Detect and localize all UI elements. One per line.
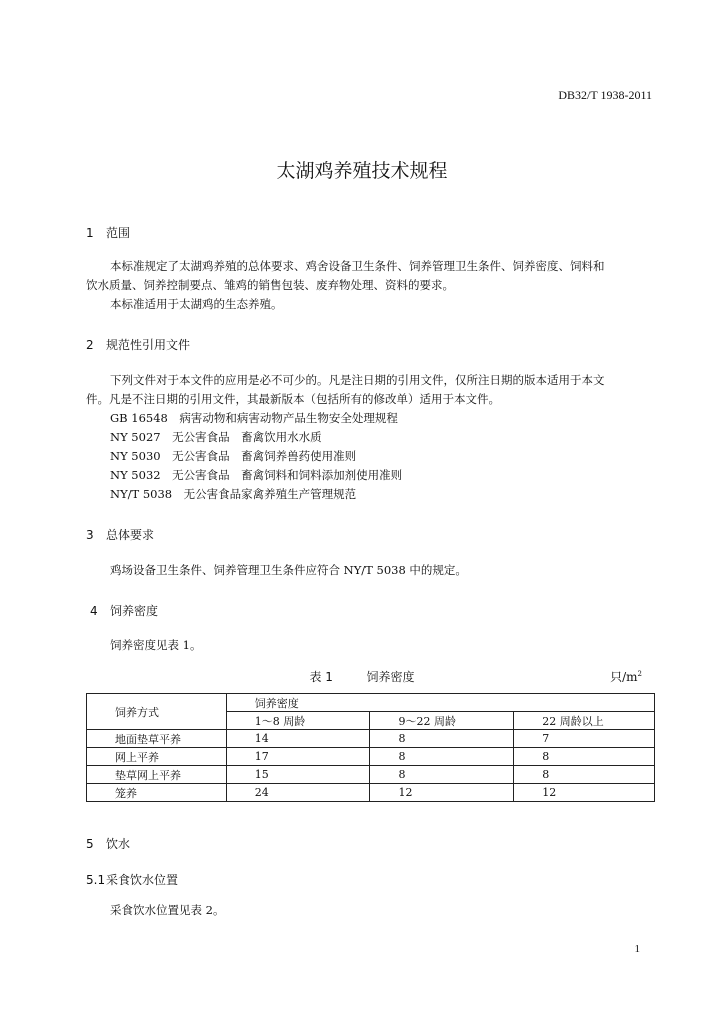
table-cell: 7 <box>514 730 655 748</box>
table-cell: 15 <box>226 766 370 784</box>
section-title: 规范性引用文件 <box>106 338 191 352</box>
section-title: 饲养密度 <box>110 604 159 618</box>
standard-code: DB32/T 1938-2011 <box>558 88 652 102</box>
document-title: 太湖鸡养殖技术规程 <box>276 160 448 182</box>
table-header-row <box>87 694 655 712</box>
section-title: 采食饮水位置 <box>106 873 179 887</box>
paragraph-line: 本标准适用于太湖鸡的生态养殖。 <box>110 297 283 311</box>
paragraph-line: 下列文件对于本文件的应用是必不可少的。凡是注日期的引用文件，仅所注日期的版本适用于本文 <box>110 373 605 387</box>
reference-item: NY 5030 无公害食品 畜禽饲养兽药使用准则 <box>110 449 357 463</box>
page-number: 1 <box>634 943 640 955</box>
table-cell: 17 <box>226 748 370 766</box>
table-cell: 12 <box>514 784 655 802</box>
table-cell: 12 <box>370 784 514 802</box>
table-row <box>87 784 655 802</box>
section-title: 饮水 <box>106 837 131 851</box>
reference-item: GB 16548 病害动物和病害动物产品生物安全处理规程 <box>110 411 398 425</box>
section-number: 3 <box>86 528 94 542</box>
column-header: 1～8 周龄 <box>226 712 370 730</box>
section-3-heading <box>86 526 154 543</box>
section-number: 5.1 <box>86 873 106 887</box>
table-caption-title: 饲养密度 <box>366 670 415 684</box>
section-5-1-heading <box>86 871 178 888</box>
table-cell: 垫草网上平养 <box>87 766 227 784</box>
table-row <box>87 766 655 784</box>
paragraph-line: 采食饮水位置见表 2。 <box>110 903 225 917</box>
table-cell: 8 <box>370 766 514 784</box>
section-4-paragraph <box>86 636 656 655</box>
paragraph-line: 饮水质量、饲养控制要点、雏鸡的销售包装、废弃物处理、资料的要求。 <box>86 278 454 292</box>
unit-text: 只/m <box>610 670 638 684</box>
table-cell: 地面垫草平养 <box>87 730 227 748</box>
table-row <box>87 748 655 766</box>
table-cell: 8 <box>514 748 655 766</box>
section-number: 5 <box>86 837 94 851</box>
column-header: 饲养方式 <box>87 694 227 730</box>
column-header: 9～22 周龄 <box>370 712 514 730</box>
table-cell: 笼养 <box>87 784 227 802</box>
section-2-heading <box>86 336 190 353</box>
section-number: 4 <box>90 604 98 618</box>
table-cell: 网上平养 <box>87 748 227 766</box>
section-title: 总体要求 <box>106 528 155 542</box>
section-number: 1 <box>86 226 94 240</box>
section-title: 范围 <box>106 226 131 240</box>
table-cell: 8 <box>514 766 655 784</box>
group-header: 饲养密度 <box>226 694 654 712</box>
reference-item: NY 5032 无公害食品 畜禽饲料和饲料添加剂使用准则 <box>110 468 403 482</box>
table-caption-number: 表 1 <box>309 670 333 684</box>
reference-item: NY 5027 无公害食品 畜禽饮用水水质 <box>110 430 322 444</box>
section-number: 2 <box>86 338 94 352</box>
table-cell: 8 <box>370 748 514 766</box>
section-5-1-paragraph <box>86 901 656 920</box>
paragraph-line: 件。凡是不注日期的引用文件，其最新版本（包括所有的修改单）适用于本文件。 <box>86 392 500 406</box>
section-1-paragraph <box>86 257 656 314</box>
table-row <box>87 730 655 748</box>
table-cell: 8 <box>370 730 514 748</box>
column-header: 22 周龄以上 <box>514 712 655 730</box>
paragraph-line: 饲养密度见表 1。 <box>110 638 202 652</box>
unit-superscript: 2 <box>637 670 642 678</box>
paragraph-line: 鸡场设备卫生条件、饲养管理卫生条件应符合 NY/T 5038 中的规定。 <box>110 563 467 577</box>
table-cell: 24 <box>226 784 370 802</box>
section-2-paragraph <box>86 371 656 409</box>
reference-item: NY/T 5038 无公害食品家禽养殖生产管理规范 <box>110 487 357 501</box>
table-1 <box>86 693 655 802</box>
reference-list <box>110 409 402 504</box>
section-4-heading <box>90 602 158 619</box>
paragraph-line: 本标准规定了太湖鸡养殖的总体要求、鸡舍设备卫生条件、饲养管理卫生条件、饲养密度、饲料和 <box>110 259 605 273</box>
table-cell: 14 <box>226 730 370 748</box>
section-1-heading <box>86 224 130 241</box>
table-unit <box>610 668 642 685</box>
section-3-paragraph <box>86 561 656 580</box>
section-5-heading <box>86 835 130 852</box>
